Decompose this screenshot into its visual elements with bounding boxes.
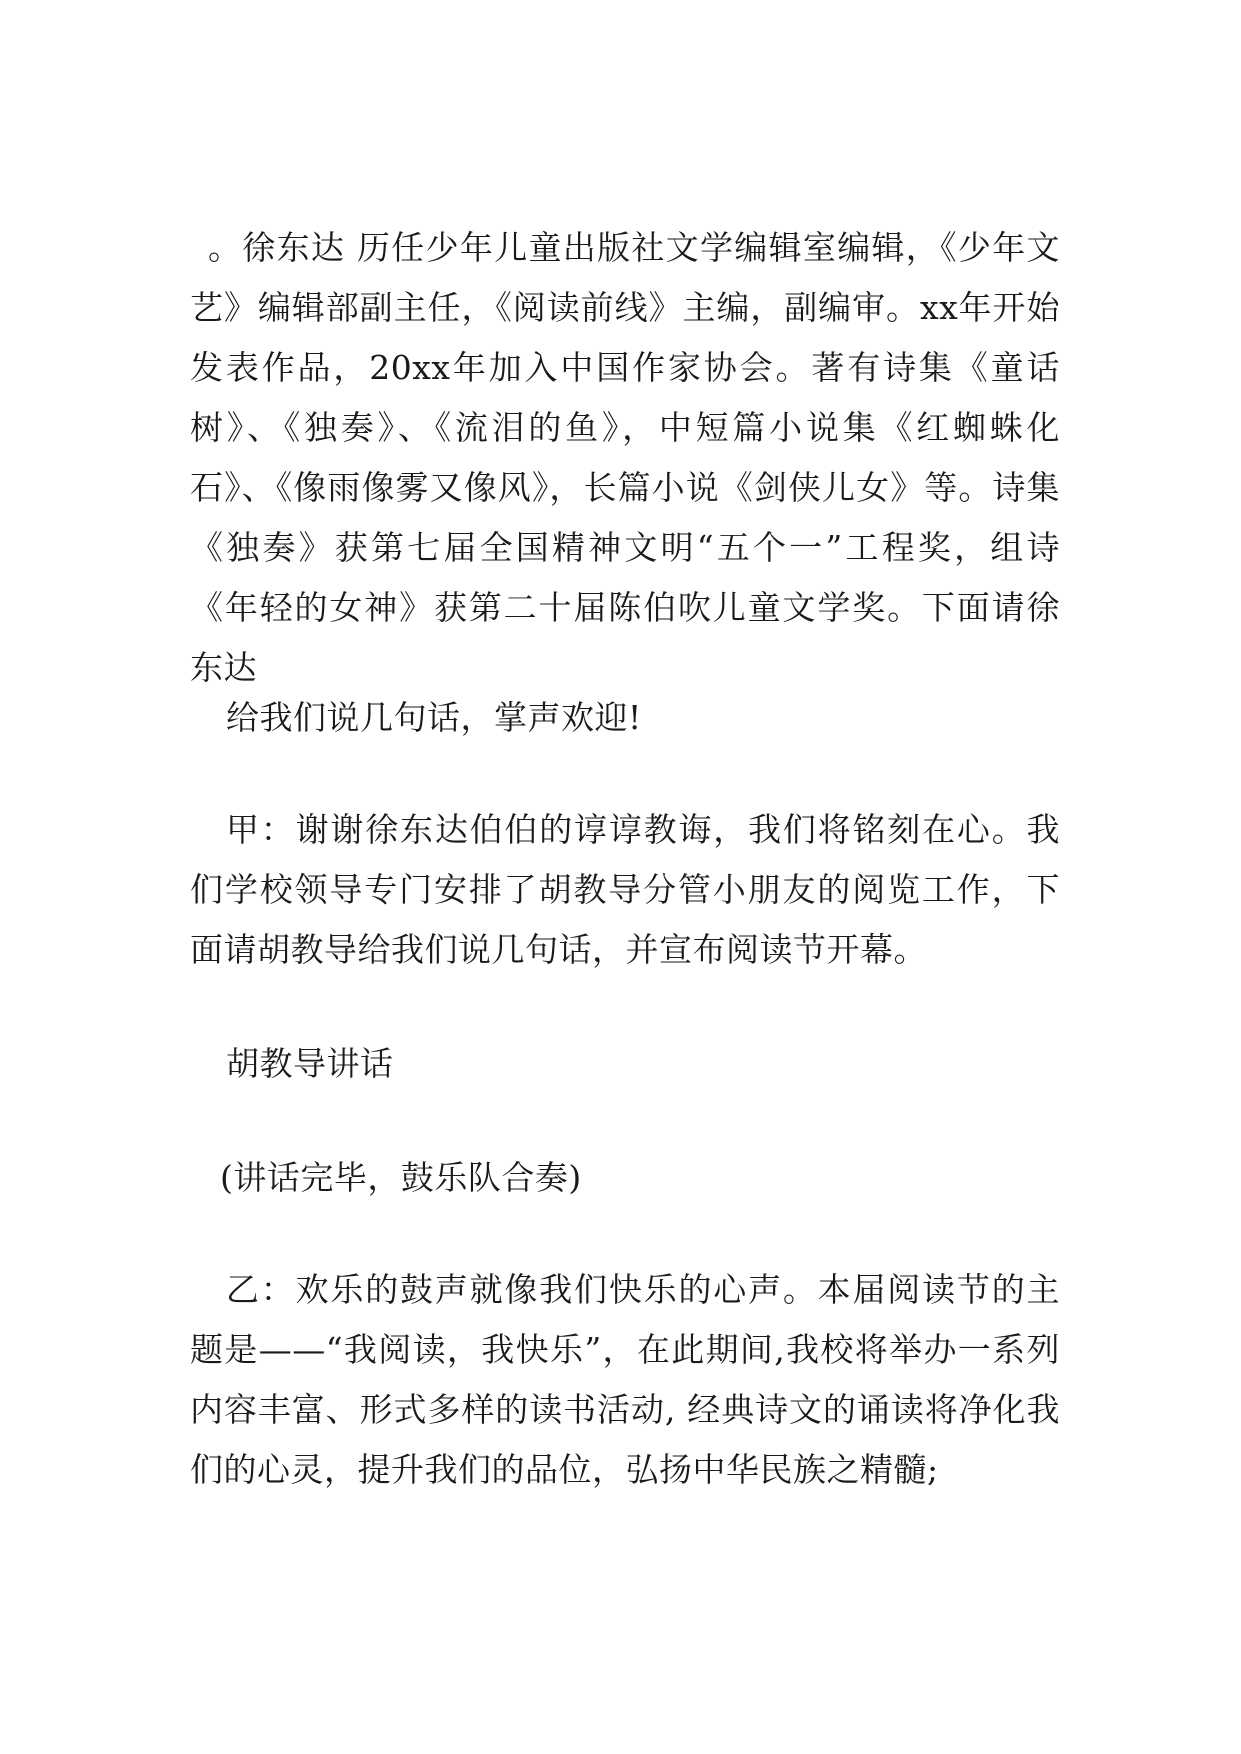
paragraph-stage-direction: (讲话完毕，鼓乐队合奏) (220, 1158, 582, 1197)
paragraph-host-b: 乙：欢乐的鼓声就像我们快乐的心声。本届阅读节的主题是——“我阅读，我快乐”，在此期间,我校将举办一系列内容丰富、形式多样的读书活动, 经典诗文的诵读将净化我们的心灵，提升我们的品位，弘扬中华民族之精髓; (190, 1270, 1060, 1489)
paragraph-host-a: 甲：谢谢徐东达伯伯的谆谆教诲，我们将铭刻在心。我们学校领导专门安排了胡教导分管小朋友的阅览工作，下面请胡教导给我们说几句话，并宣布阅读节开幕。 (190, 810, 1060, 969)
paragraph-welcome: 给我们说几句话，掌声欢迎! (226, 698, 642, 737)
paragraph-author-bio: 。徐东达 历任少年儿童出版社文学编辑室编辑，《少年文艺》编辑部副主任，《阅读前线》主编，副编审。xx年开始发表作品，20xx年加入中国作家协会。著有诗集《童话树》、《独奏》、《流泪的鱼》，中短篇小说集《红蜘蛛化石》、《像雨像雾又像风》，长篇小说《剑侠儿女》等。诗集《独奏》获第七届全国精神文明“五个一”工程奖，组诗《年轻的女神》获第二十届陈伯吹儿童文学奖。下面请徐东达 (190, 228, 1060, 687)
paragraph-speech-title: 胡教导讲话 (226, 1044, 394, 1083)
